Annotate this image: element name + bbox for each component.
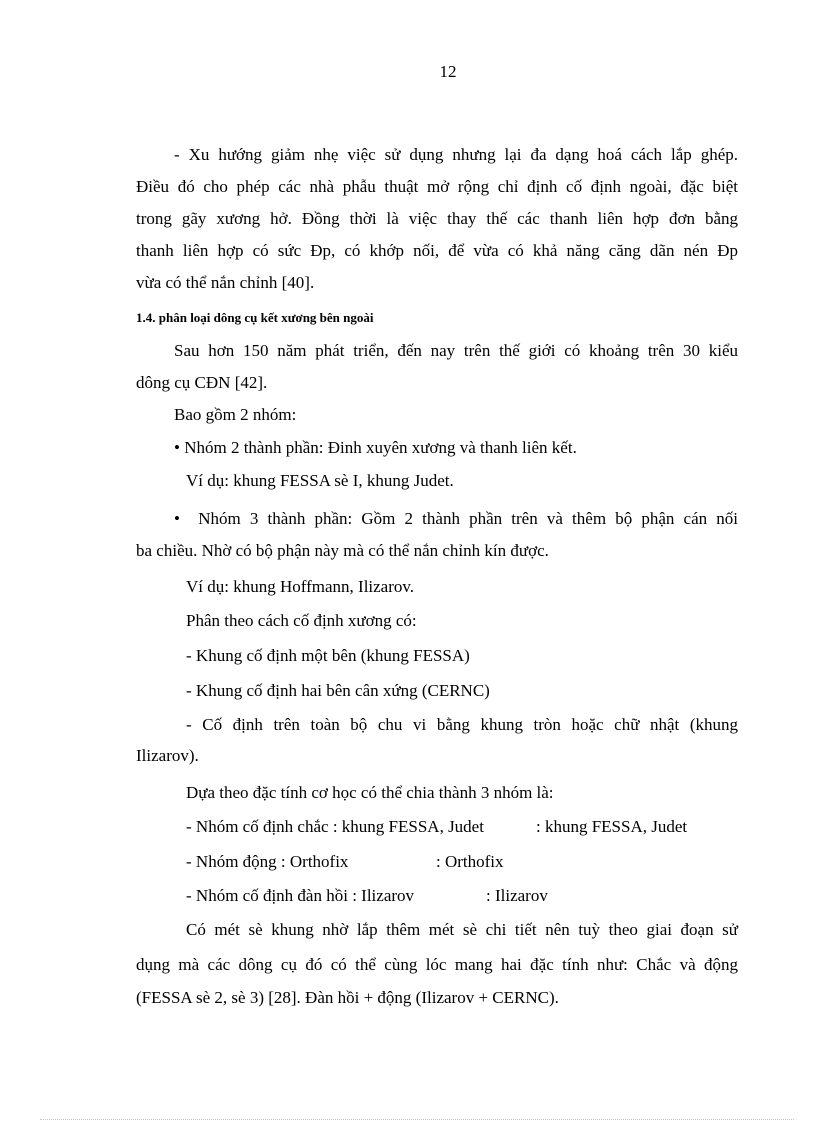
paragraph-line: Có mét sè khung nhờ lắp thêm mét sè chi tiết nên tuỳ theo giai đoạn sử bbox=[186, 920, 738, 939]
bullet-item bbox=[174, 509, 738, 529]
mechanical-group-label: - Nhóm động : Orthofix bbox=[186, 852, 349, 871]
page-bottom-divider bbox=[40, 1119, 794, 1120]
bullet-icon: • bbox=[174, 438, 180, 457]
example-text: Ví dụ: khung FESSA sè I, khung Judet. bbox=[186, 471, 454, 490]
bullet-text: Nhóm 2 thành phần: Đinh xuyên xương và thanh liên kết. bbox=[184, 438, 577, 457]
mechanical-group-value: : khung FESSA, Judet bbox=[536, 817, 688, 836]
example-text: Ví dụ: khung Hoffmann, Ilizarov. bbox=[186, 577, 415, 596]
mechanical-group-value: : Orthofix bbox=[436, 852, 504, 871]
paragraph-line: Ilizarov). bbox=[136, 746, 199, 765]
bullet-item bbox=[174, 438, 577, 458]
fixation-label: Phân theo cách cố định xương có: bbox=[186, 611, 417, 630]
mechanical-label: Dựa theo đặc tính cơ học có thể chia thành 3 nhóm là: bbox=[186, 783, 554, 802]
mechanical-group-value: : Ilizarov bbox=[486, 886, 548, 905]
list-item: - Cố định trên toàn bộ chu vi bằng khung tròn hoặc chữ nhật (khung bbox=[186, 715, 738, 734]
section-heading: 1.4. phân loại dông cụ kết xương bên ngoài bbox=[136, 310, 374, 325]
paragraph-line: Sau hơn 150 năm phát triển, đến nay trên thế giới có khoảng trên 30 kiểu bbox=[174, 341, 738, 360]
list-item: - Khung cố định hai bên cân xứng (CERNC) bbox=[186, 681, 490, 700]
paragraph-line: dông cụ CĐN [42]. bbox=[136, 373, 268, 392]
paragraph-line: Điều đó cho phép các nhà phẫu thuật mở rộng chỉ định cố định ngoài, đặc biệt bbox=[136, 177, 738, 196]
paragraph-line: (FESSA sè 2, sè 3) [28]. Đàn hồi + động (Ilizarov + CERNC). bbox=[136, 988, 559, 1007]
paragraph-line: vừa có thể nắn chỉnh [40]. bbox=[136, 273, 315, 292]
paragraph-line: ba chiều. Nhờ có bộ phận này mà có thể nắn chỉnh kín được. bbox=[136, 541, 549, 560]
list-item: - Khung cố định một bên (khung FESSA) bbox=[186, 646, 470, 665]
bullet-icon: • bbox=[174, 509, 180, 528]
paragraph-line: - Xu hướng giảm nhẹ việc sử dụng nhưng lại đa dạng hoá cách lắp ghép. bbox=[174, 145, 738, 164]
mechanical-group-label: - Nhóm cố định chắc : khung FESSA, Judet bbox=[186, 817, 484, 836]
bullet-text: Nhóm 3 thành phần: Gồm 2 thành phần trên và thêm bộ phận cán nối bbox=[198, 509, 738, 528]
page-number: 12 bbox=[439, 62, 457, 81]
paragraph-line: thanh liên hợp có sức Đp, có khớp nối, để vừa có khả năng căng dãn nén Đp bbox=[136, 241, 738, 260]
groups-label: Bao gồm 2 nhóm: bbox=[174, 405, 297, 424]
mechanical-group-label: - Nhóm cố định đàn hồi : Ilizarov bbox=[186, 886, 415, 905]
paragraph-line: trong gãy xương hở. Đồng thời là việc thay thế các thanh liên hợp đơn bằng bbox=[136, 209, 738, 228]
paragraph-line: dụng mà các dông cụ đó có thể cùng lóc mang hai đặc tính như: Chắc và động bbox=[136, 955, 738, 974]
